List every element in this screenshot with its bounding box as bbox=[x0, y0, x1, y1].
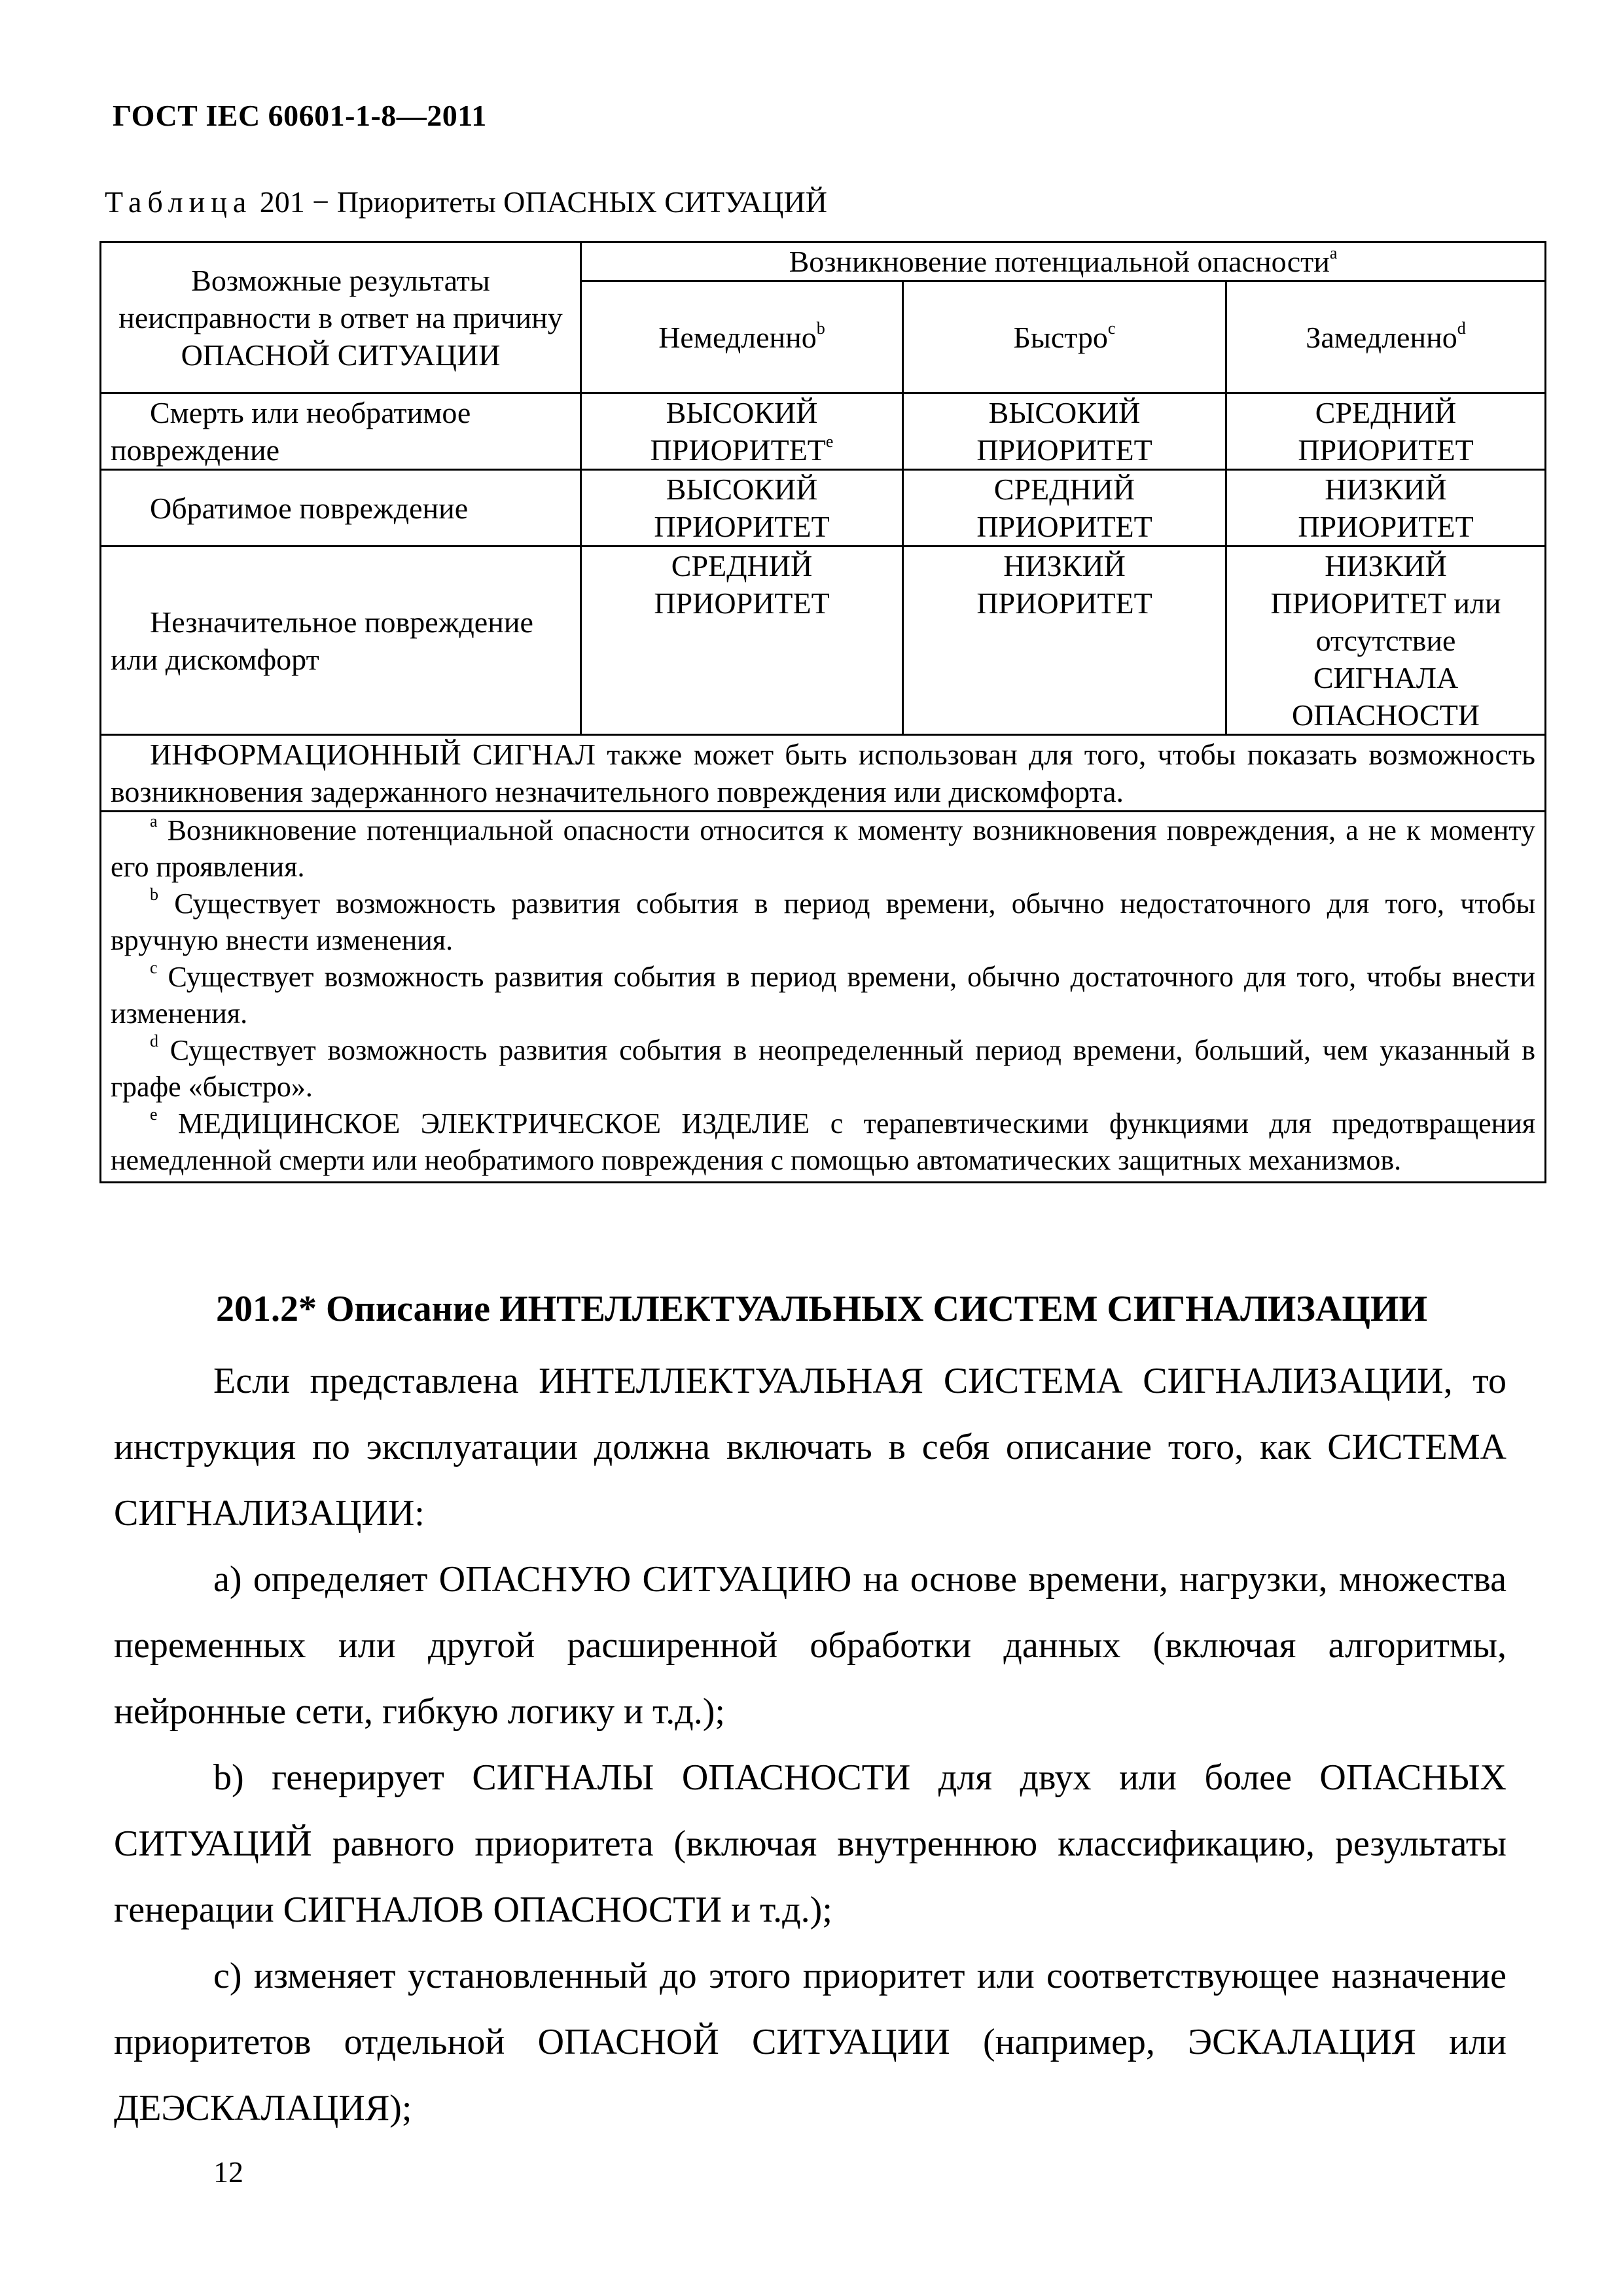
footnote-mark: a bbox=[150, 812, 158, 831]
priority-table bbox=[99, 241, 1546, 1183]
section-body bbox=[114, 1348, 1507, 2142]
priority-cell: СРЕДНИЙ ПРИОРИТЕТ bbox=[581, 547, 903, 735]
page-number: 12 bbox=[213, 2155, 243, 2189]
table-header-row bbox=[101, 242, 1546, 281]
body-paragraph: Если представлена ИНТЕЛЛЕКТУАЛЬНАЯ СИСТЕМА СИГНАЛИЗАЦИИ, то инструкция по эксплуатации должна включать в себя описание того, как СИСТЕМА СИГНАЛИЗАЦИИ: bbox=[114, 1361, 1507, 1534]
footnote-mark: e bbox=[825, 431, 834, 451]
footnote: $^d$ Существует возможность развития события в неопределенный период времени, больший, чем указанный в графе «быстро». bbox=[111, 1031, 1536, 1103]
footnote-mark: b bbox=[816, 319, 825, 338]
column-header-failure-results: Возможные результаты неисправности в ответ на причину ОПАСНОЙ СИТУАЦИИ bbox=[101, 242, 581, 393]
list-item: a) определяет ОПАСНУЮ СИТУАЦИЮ на основе времени, нагрузки, множества переменных или другой расширенной обработки данных (включая алгоритмы, нейронные сети, гибкую логику и т.д.); bbox=[114, 1559, 1507, 1732]
footnote-mark: c bbox=[1107, 319, 1116, 338]
column-header-fast: Быстро$^c$ bbox=[903, 281, 1226, 393]
footnote: $^e$ МЕДИЦИНСКОЕ ЭЛЕКТРИЧЕСКОЕ ИЗДЕЛИЕ с терапевтическими функциями для предотвращения немедленной смерти или необратимого повреждения с помощью автоматических защитных механизмов. bbox=[111, 1105, 1536, 1176]
table-caption-title: 201 − Приоритеты ОПАСНЫХ СИТУАЦИЙ bbox=[252, 185, 827, 219]
table-caption bbox=[105, 185, 827, 219]
column-header-group: Возникновение потенциальной опасности$^a$ bbox=[581, 242, 1546, 281]
row-label-death: Смерть или необратимое повреждение bbox=[101, 393, 581, 470]
priority-cell: НИЗКИЙ ПРИОРИТЕТ или отсутствие СИГНАЛА ОПАСНОСТИ bbox=[1226, 547, 1546, 735]
footnote-mark: e bbox=[150, 1105, 158, 1124]
footnote: $^b$ Существует возможность развития события в период времени, обычно недостаточного для того, чтобы вручную внести изменения. bbox=[111, 885, 1536, 956]
priority-cell: ВЫСОКИЙ ПРИОРИТЕТ bbox=[581, 470, 903, 547]
column-header-immediate: Немедленно$^b$ bbox=[581, 281, 903, 393]
table-caption-prefix: Таблица bbox=[105, 185, 253, 219]
row-label-minor: Незначительное повреждение или дискомфорт bbox=[101, 547, 581, 735]
priority-cell: ВЫСОКИЙ ПРИОРИТЕТ$^e$ bbox=[581, 393, 903, 470]
table-row bbox=[101, 470, 1546, 547]
footnote-mark: d bbox=[1457, 319, 1466, 338]
footnote-mark: a bbox=[1329, 243, 1338, 262]
footnote: $^a$ Возникновение потенциальной опасности относится к моменту возникновения повреждения, а не к моменту его проявления. bbox=[111, 812, 1536, 883]
priority-cell: НИЗКИЙ ПРИОРИТЕТ bbox=[1226, 470, 1546, 547]
row-label-reversible: Обратимое повреждение bbox=[101, 470, 581, 547]
priority-cell: НИЗКИЙ ПРИОРИТЕТ bbox=[903, 547, 1226, 735]
table-footnotes bbox=[101, 812, 1546, 1183]
footnote-mark: c bbox=[150, 958, 158, 978]
standard-header: ГОСТ IEC 60601-1-8—2011 bbox=[113, 99, 487, 132]
table-info-row bbox=[101, 735, 1546, 812]
priority-cell: СРЕДНИЙ ПРИОРИТЕТ bbox=[1226, 393, 1546, 470]
table-row bbox=[101, 547, 1546, 735]
info-signal-note: ИНФОРМАЦИОННЫЙ СИГНАЛ также может быть использован для того, чтобы показать возможность возникновения задержанного незначительного повреждения или дискомфорта. bbox=[101, 735, 1546, 812]
table-footnotes-row bbox=[101, 812, 1546, 1183]
footnote-mark: b bbox=[150, 885, 158, 905]
footnote: $^c$ Существует возможность развития события в период времени, обычно достаточного для того, чтобы внести изменения. bbox=[111, 958, 1536, 1030]
footnote-mark: d bbox=[150, 1031, 158, 1051]
section-heading: 201.2* Описание ИНТЕЛЛЕКТУАЛЬНЫХ СИСТЕМ СИГНАЛИЗАЦИИ bbox=[216, 1289, 1428, 1329]
priority-cell: СРЕДНИЙ ПРИОРИТЕТ bbox=[903, 470, 1226, 547]
list-item: c) изменяет установленный до этого приоритет или соответствующее назначение приоритетов отдельной ОПАСНОЙ СИТУАЦИИ (например, ЭСКАЛАЦИЯ или ДЕЭСКАЛАЦИЯ); bbox=[114, 1956, 1507, 2128]
priority-cell: ВЫСОКИЙ ПРИОРИТЕТ bbox=[903, 393, 1226, 470]
list-item: b) генерирует СИГНАЛЫ ОПАСНОСТИ для двух или более ОПАСНЫХ СИТУАЦИЙ равного приоритета (включая внутреннюю классификацию, результаты генерации СИГНАЛОВ ОПАСНОСТИ и т.д.); bbox=[114, 1757, 1507, 1930]
table-row bbox=[101, 393, 1546, 470]
column-header-delayed: Замедленно$^d$ bbox=[1226, 281, 1546, 393]
